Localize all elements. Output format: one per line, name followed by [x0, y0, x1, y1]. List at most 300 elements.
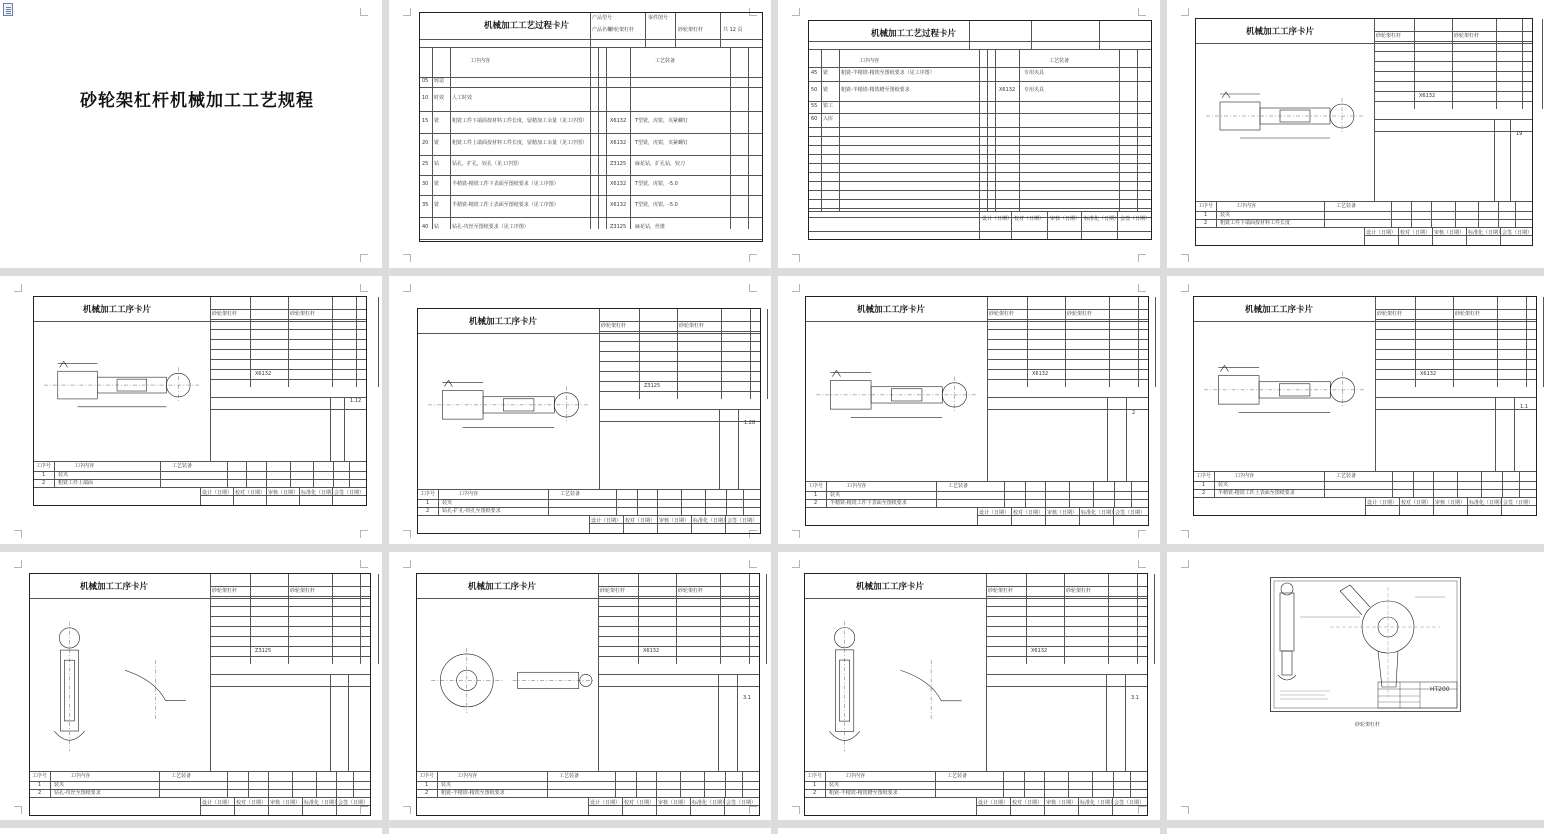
- step-no: 1: [813, 782, 817, 788]
- grid-line: [210, 586, 370, 587]
- column-header-equipment: 工艺装备: [559, 773, 580, 779]
- grid-line: [210, 674, 370, 675]
- grid-line: [30, 771, 370, 772]
- grid-line: [1107, 397, 1108, 481]
- grid-line: [979, 49, 980, 211]
- grid-line: [1375, 397, 1536, 398]
- footer-standard: 标准化（日期）: [304, 800, 340, 806]
- grid-line: [987, 359, 1148, 360]
- grid-line: [615, 771, 616, 797]
- op-card-machine: X6132: [1419, 93, 1436, 99]
- row-op-content: 钻孔，扩孔，铰孔（见工序图）: [452, 161, 523, 167]
- row-equipment: X6132: [610, 181, 627, 187]
- step-no: 1: [425, 782, 429, 788]
- row-op-no: 50: [811, 87, 818, 93]
- grid-line: [420, 77, 762, 78]
- op-card-part-name: 砂轮架杠杆: [1066, 588, 1092, 594]
- grid-line: [1457, 471, 1458, 497]
- operation-sketch: [422, 337, 595, 487]
- grid-line: [1019, 49, 1020, 211]
- footer-check: 校对（日期）: [1012, 800, 1043, 806]
- grid-line: [34, 461, 366, 462]
- grid-line: [1364, 227, 1365, 245]
- step-2-content: 半精铣-精铣工件上表面至图纸要求: [1218, 490, 1295, 496]
- grid-line: [420, 133, 762, 134]
- footer-check: 校对（日期）: [624, 800, 655, 806]
- grid-line: [987, 49, 988, 211]
- grid-line: [548, 489, 549, 515]
- grid-line: [599, 351, 760, 352]
- op-card-machine: X6132: [643, 648, 660, 654]
- grid-line: [356, 297, 357, 387]
- footer-review: 审核（日期）: [1435, 500, 1466, 506]
- operation-sketch: [34, 602, 206, 769]
- op-card-part-name: 砂轮架杠杆: [290, 311, 316, 317]
- grid-line: [210, 616, 370, 617]
- page-7-op-card[interactable]: [778, 276, 1160, 544]
- route-card-title: 机械加工工艺过程卡片: [484, 21, 570, 31]
- grid-line: [730, 47, 731, 229]
- footer-sign: 会签（日期）: [727, 518, 758, 524]
- material-label: HT200: [1430, 686, 1450, 693]
- grid-line: [1510, 119, 1511, 201]
- column-header-equipment: 工艺装备: [947, 773, 968, 779]
- grid-line: [826, 481, 827, 507]
- grid-line: [1078, 797, 1079, 815]
- grid-line: [986, 606, 1147, 607]
- row-op-name: 钻: [434, 224, 440, 230]
- grid-line: [333, 461, 334, 487]
- step-no: 1: [42, 472, 46, 478]
- grid-line: [159, 771, 160, 797]
- op-card-title: 机械加工工序卡片: [1246, 27, 1315, 37]
- grid-line: [987, 309, 1148, 310]
- grid-line: [986, 686, 1147, 687]
- grid-line: [50, 771, 51, 797]
- grid-line: [210, 686, 370, 687]
- step-2-content: 钻孔-攻丝至图纸要求: [54, 790, 101, 796]
- row-tooling: T型铣，虎钳，夹紧螺钉: [635, 140, 689, 146]
- step-no: 2: [38, 790, 42, 796]
- footer-check: 校对（日期）: [625, 518, 656, 524]
- row-op-content: 粗铣工件上端面按材料工件长度，留精加工余量（见工序图）: [452, 140, 588, 146]
- column-header-op-no: 工序号: [419, 773, 435, 779]
- grid-line: [599, 391, 760, 392]
- step-1-content: 装夹: [441, 782, 452, 788]
- footer-check: 校对（日期）: [1401, 500, 1432, 506]
- grid-line: [681, 489, 682, 515]
- grid-line: [1106, 674, 1107, 771]
- grid-line: [1003, 771, 1004, 797]
- page-13-partial[interactable]: [0, 828, 382, 834]
- grid-line: [250, 297, 251, 387]
- grid-line: [417, 781, 759, 782]
- grid-line: [1108, 574, 1109, 664]
- footer-standard: 标准化（日期）: [1080, 800, 1116, 806]
- column-header-content: 工序内容: [1234, 473, 1255, 479]
- grid-line: [1375, 329, 1536, 330]
- grid-line: [420, 175, 762, 176]
- op-card-part-name: 砂轮架杠杆: [600, 588, 626, 594]
- route-card-title: 机械加工工艺过程卡片: [871, 29, 957, 39]
- page-8-op-card[interactable]: [1167, 276, 1544, 544]
- footer-sign: 会签（日期）: [1114, 800, 1145, 806]
- grid-line: [1374, 19, 1375, 109]
- grid-line: [995, 49, 996, 211]
- footer-standard: 标准化（日期）: [692, 800, 728, 806]
- grid-line: [1064, 574, 1065, 664]
- page-9-op-card[interactable]: [0, 552, 382, 820]
- grid-line: [420, 239, 762, 240]
- op-card-time-ref: 2: [1132, 410, 1136, 416]
- grid-line: [418, 489, 760, 490]
- row-op-content: 半精铣-精铣工件下表面至图纸要求（见工序图）: [452, 181, 559, 187]
- step-no: 2: [425, 790, 429, 796]
- row-op-content: 钻孔-攻丝至图纸要求（见工序图）: [452, 224, 529, 230]
- column-header-op-no: 工序号: [807, 773, 823, 779]
- grid-line: [234, 797, 235, 815]
- row-equipment: X6132: [610, 140, 627, 146]
- grid-line: [1453, 297, 1454, 387]
- page-14-partial[interactable]: [389, 828, 771, 834]
- document-icon: [3, 3, 13, 16]
- op-card-machine: Z3125: [255, 648, 272, 654]
- op-card-title: 机械加工工序卡片: [468, 582, 537, 592]
- grid-line: [1542, 19, 1543, 109]
- grid-line: [657, 515, 658, 533]
- grid-line: [450, 47, 451, 229]
- grid-line: [210, 297, 211, 387]
- grid-line: [432, 47, 433, 229]
- grid-line: [598, 606, 759, 607]
- grid-line: [589, 515, 590, 533]
- grid-line: [1196, 211, 1532, 212]
- grid-line: [1374, 119, 1532, 120]
- grid-line: [599, 371, 760, 372]
- grid-line: [738, 409, 739, 489]
- grid-line: [1455, 201, 1456, 227]
- row-op-content: 粗铣-半精铣-精铣槽至图纸要求: [841, 87, 910, 93]
- op-card-part-name: 砂轮架杠杆: [1455, 311, 1481, 317]
- op-card-part-name: 砂轮架杠杆: [212, 588, 238, 594]
- grid-line: [1399, 497, 1400, 515]
- step-2-content: 粗铣工件下端面按材料工件长度: [1220, 220, 1291, 226]
- grid-line: [1467, 497, 1468, 515]
- grid-line: [210, 369, 366, 370]
- grid-line: [1079, 507, 1080, 525]
- grid-line: [1114, 481, 1115, 507]
- page-6-op-card[interactable]: [389, 276, 771, 544]
- grid-line: [1415, 297, 1416, 387]
- grid-line: [330, 397, 331, 461]
- grid-line: [1065, 297, 1066, 387]
- step-2-content: 半精铣-精铣工件下表面至图纸要求: [830, 500, 907, 506]
- footer-review: 审核（日期）: [1434, 230, 1465, 236]
- grid-line: [30, 598, 370, 599]
- step-no: 2: [1202, 490, 1206, 496]
- operation-sketch: [38, 325, 206, 459]
- grid-line: [1216, 201, 1217, 227]
- grid-line: [809, 67, 1151, 68]
- grid-line: [598, 616, 759, 617]
- grid-line: [210, 319, 366, 320]
- op-card-machine: Z3125: [644, 383, 661, 389]
- step-no: 2: [1204, 220, 1208, 226]
- op-card-machine: X6132: [1032, 371, 1049, 377]
- row-op-no: 45: [811, 70, 818, 76]
- step-1-content: 装夹: [442, 500, 453, 506]
- grid-line: [1497, 297, 1498, 387]
- column-header-content: 工序内容: [458, 491, 479, 497]
- grid-line: [1010, 797, 1011, 815]
- grid-line: [1026, 574, 1027, 664]
- grid-line: [1494, 119, 1495, 201]
- grid-line: [418, 499, 760, 500]
- row-equipment: X6132: [610, 202, 627, 208]
- row-op-content: 半精铣-精铣工件上表面至图纸要求（见工序图）: [452, 202, 559, 208]
- grid-line: [987, 409, 1148, 410]
- column-header-op-no: 工序号: [808, 483, 824, 489]
- page-15-partial[interactable]: [778, 828, 1160, 834]
- row-equipment: Z3125: [610, 224, 627, 230]
- column-header-content: 工序内容: [859, 58, 880, 64]
- op-card-sheet: [1195, 18, 1533, 246]
- footer-review: 审核（日期）: [1046, 800, 1077, 806]
- row-op-no: 40: [422, 224, 429, 230]
- row-op-content: 粗铣-半精铣-精铣至图纸要求（见工序图）: [841, 70, 935, 76]
- grid-line: [1375, 409, 1536, 410]
- grid-line: [1375, 339, 1536, 340]
- grid-line: [726, 489, 727, 515]
- footer-review: 审核（日期）: [268, 490, 299, 496]
- row-op-no: 15: [422, 118, 429, 124]
- grid-line: [160, 461, 161, 487]
- column-header-content: 工序内容: [70, 773, 91, 779]
- page-3-route-card[interactable]: [778, 0, 1160, 268]
- grid-line: [1501, 497, 1502, 515]
- page-12-part-drawing[interactable]: [1167, 552, 1544, 820]
- column-header-equipment: 工艺装备: [172, 463, 193, 469]
- grid-line: [210, 359, 366, 360]
- operation-sketch: [1200, 47, 1370, 199]
- footer-review: 审核（日期）: [270, 800, 301, 806]
- grid-line: [720, 13, 721, 47]
- grid-line: [1194, 321, 1536, 322]
- grid-line: [210, 339, 366, 340]
- grid-line: [987, 369, 1148, 370]
- footer-standard: 标准化（日期）: [1084, 216, 1120, 222]
- footer-sign: 会签（日期）: [1115, 510, 1146, 516]
- grid-line: [598, 686, 759, 687]
- grid-line: [417, 598, 759, 599]
- grid-line: [599, 321, 760, 322]
- grid-line: [987, 329, 1148, 330]
- footer-design: 设计（日期）: [590, 800, 621, 806]
- grid-line: [987, 339, 1148, 340]
- row-op-content: 人工时效: [452, 95, 473, 101]
- grid-line: [656, 771, 657, 797]
- grid-line: [1411, 201, 1412, 227]
- grid-line: [987, 297, 988, 387]
- grid-line: [675, 13, 676, 47]
- grid-line: [268, 797, 269, 815]
- grid-line: [420, 111, 762, 112]
- grid-line: [1495, 397, 1496, 471]
- grid-line: [1391, 201, 1392, 227]
- header-product-name: 产品名称: [592, 27, 613, 33]
- grid-line: [266, 461, 267, 487]
- column-header-equipment: 工艺装备: [948, 483, 969, 489]
- grid-line: [598, 626, 759, 627]
- grid-line: [606, 47, 607, 229]
- footer-check: 校对（日期）: [236, 800, 267, 806]
- row-op-name: 铣: [434, 202, 440, 208]
- page-1-cover[interactable]: [0, 0, 382, 268]
- grid-line: [1068, 771, 1069, 797]
- grid-line: [969, 21, 970, 49]
- footer-check: 校对（日期）: [1400, 230, 1431, 236]
- step-1-content: 装夹: [830, 492, 841, 498]
- grid-line: [691, 515, 692, 533]
- row-tooling: T型铣，虎钳，-5.0: [635, 202, 678, 208]
- grid-line: [598, 596, 759, 597]
- footer-sign: 会签（日期）: [338, 800, 369, 806]
- grid-line: [210, 656, 370, 657]
- op-card-part-name: 砂轮架杠杆: [679, 323, 705, 329]
- grid-line: [1502, 471, 1503, 497]
- row-op-content: 粗铣工件下端面按材料工件长度，留精加工余量（见工序图）: [452, 118, 588, 124]
- grid-line: [725, 515, 726, 533]
- grid-line: [809, 136, 1151, 137]
- row-op-name: 铣: [823, 70, 829, 76]
- grid-line: [599, 421, 760, 422]
- grid-line: [1522, 19, 1523, 109]
- footer-design: 设计（日期）: [982, 216, 1013, 222]
- footer-check: 校对（日期）: [1013, 510, 1044, 516]
- grid-line: [1433, 471, 1434, 497]
- grid-line: [590, 47, 591, 229]
- grid-line: [210, 636, 370, 637]
- grid-line: [1375, 319, 1536, 320]
- row-op-name: 钳工: [823, 103, 834, 109]
- grid-line: [588, 797, 589, 815]
- grid-line: [360, 574, 361, 664]
- op-card-title: 机械加工工序卡片: [80, 582, 149, 592]
- grid-line: [809, 211, 1151, 212]
- grid-line: [1374, 81, 1532, 82]
- step-no: 2: [813, 790, 817, 796]
- row-op-no: 55: [811, 103, 818, 109]
- footer-standard: 标准化（日期）: [1469, 500, 1505, 506]
- op-card-sheet: [33, 296, 367, 506]
- grid-line: [1126, 397, 1127, 481]
- grid-line: [34, 471, 366, 472]
- column-header-content: 工序内容: [470, 58, 491, 64]
- grid-line: [656, 797, 657, 815]
- footer-design: 设计（日期）: [591, 518, 622, 524]
- grid-line: [420, 155, 762, 156]
- op-card-part-name: 砂轮架杠杆: [601, 323, 627, 329]
- grid-line: [599, 331, 760, 332]
- grid-line: [742, 771, 743, 797]
- grid-line: [1045, 507, 1046, 525]
- row-op-no: 20: [422, 140, 429, 146]
- footer-sign: 会签（日期）: [726, 800, 757, 806]
- grid-line: [1375, 309, 1536, 310]
- grid-line: [766, 574, 767, 664]
- grid-line: [1113, 771, 1114, 797]
- op-card-title: 机械加工工序卡片: [469, 317, 538, 327]
- grid-line: [332, 574, 333, 664]
- grid-line: [1011, 507, 1012, 525]
- grid-line: [680, 771, 681, 797]
- row-op-no: 60: [811, 116, 818, 122]
- row-equipment: X6132: [610, 118, 627, 124]
- grid-line: [1500, 227, 1501, 245]
- grid-line: [233, 487, 234, 505]
- grid-line: [1081, 211, 1082, 239]
- op-card-time-ref: 19: [1516, 131, 1523, 137]
- op-card-part-name: 砂轮架杠杆: [1454, 33, 1480, 39]
- grid-line: [1131, 481, 1132, 507]
- step-1-content: 装夹: [1218, 482, 1229, 488]
- page-5-op-card[interactable]: [0, 276, 382, 544]
- grid-line: [935, 771, 936, 797]
- grid-line: [977, 507, 978, 525]
- grid-line: [349, 461, 350, 487]
- grid-line: [718, 674, 719, 771]
- op-card-part-name: 砂轮架杠杆: [212, 311, 238, 317]
- grid-line: [1398, 227, 1399, 245]
- grid-line: [1130, 771, 1131, 797]
- grid-line: [1478, 201, 1479, 227]
- header-product-model: 产品型号: [592, 15, 613, 21]
- grid-line: [210, 574, 211, 664]
- op-card-part-name: 砂轮架杠杆: [1377, 311, 1403, 317]
- page-2-route-card[interactable]: [389, 0, 771, 268]
- grid-line: [210, 349, 366, 350]
- grid-line: [1374, 51, 1532, 52]
- column-header-op-no: 工序号: [36, 463, 52, 469]
- grid-line: [599, 309, 600, 399]
- grid-line: [598, 674, 759, 675]
- grid-line: [336, 797, 337, 815]
- grid-line: [825, 771, 826, 797]
- grid-line: [622, 797, 623, 815]
- grid-line: [288, 574, 289, 664]
- page-11-op-card[interactable]: [778, 552, 1160, 820]
- grid-line: [330, 674, 331, 771]
- grid-line: [316, 771, 317, 797]
- grid-line: [227, 461, 228, 487]
- grid-line: [420, 217, 762, 218]
- grid-line: [1214, 471, 1215, 497]
- column-header-op-no: 工序号: [1198, 203, 1214, 209]
- step-2-content: 钻孔-扩孔-铰孔至图纸要求: [442, 508, 501, 514]
- grid-line: [750, 309, 751, 399]
- grid-line: [1044, 771, 1045, 797]
- grid-line: [979, 211, 980, 239]
- footer-sign: 会签（日期）: [1502, 230, 1533, 236]
- page-16-partial[interactable]: [1167, 828, 1544, 834]
- page-4-op-card[interactable]: [1167, 0, 1544, 268]
- grid-line: [630, 47, 631, 229]
- cover-title: 砂轮架杠杆机械加工工艺规程: [80, 91, 314, 111]
- page-10-op-card[interactable]: [389, 552, 771, 820]
- grid-line: [1137, 574, 1138, 664]
- grid-line: [1004, 481, 1005, 507]
- op-card-sheet: [805, 296, 1149, 526]
